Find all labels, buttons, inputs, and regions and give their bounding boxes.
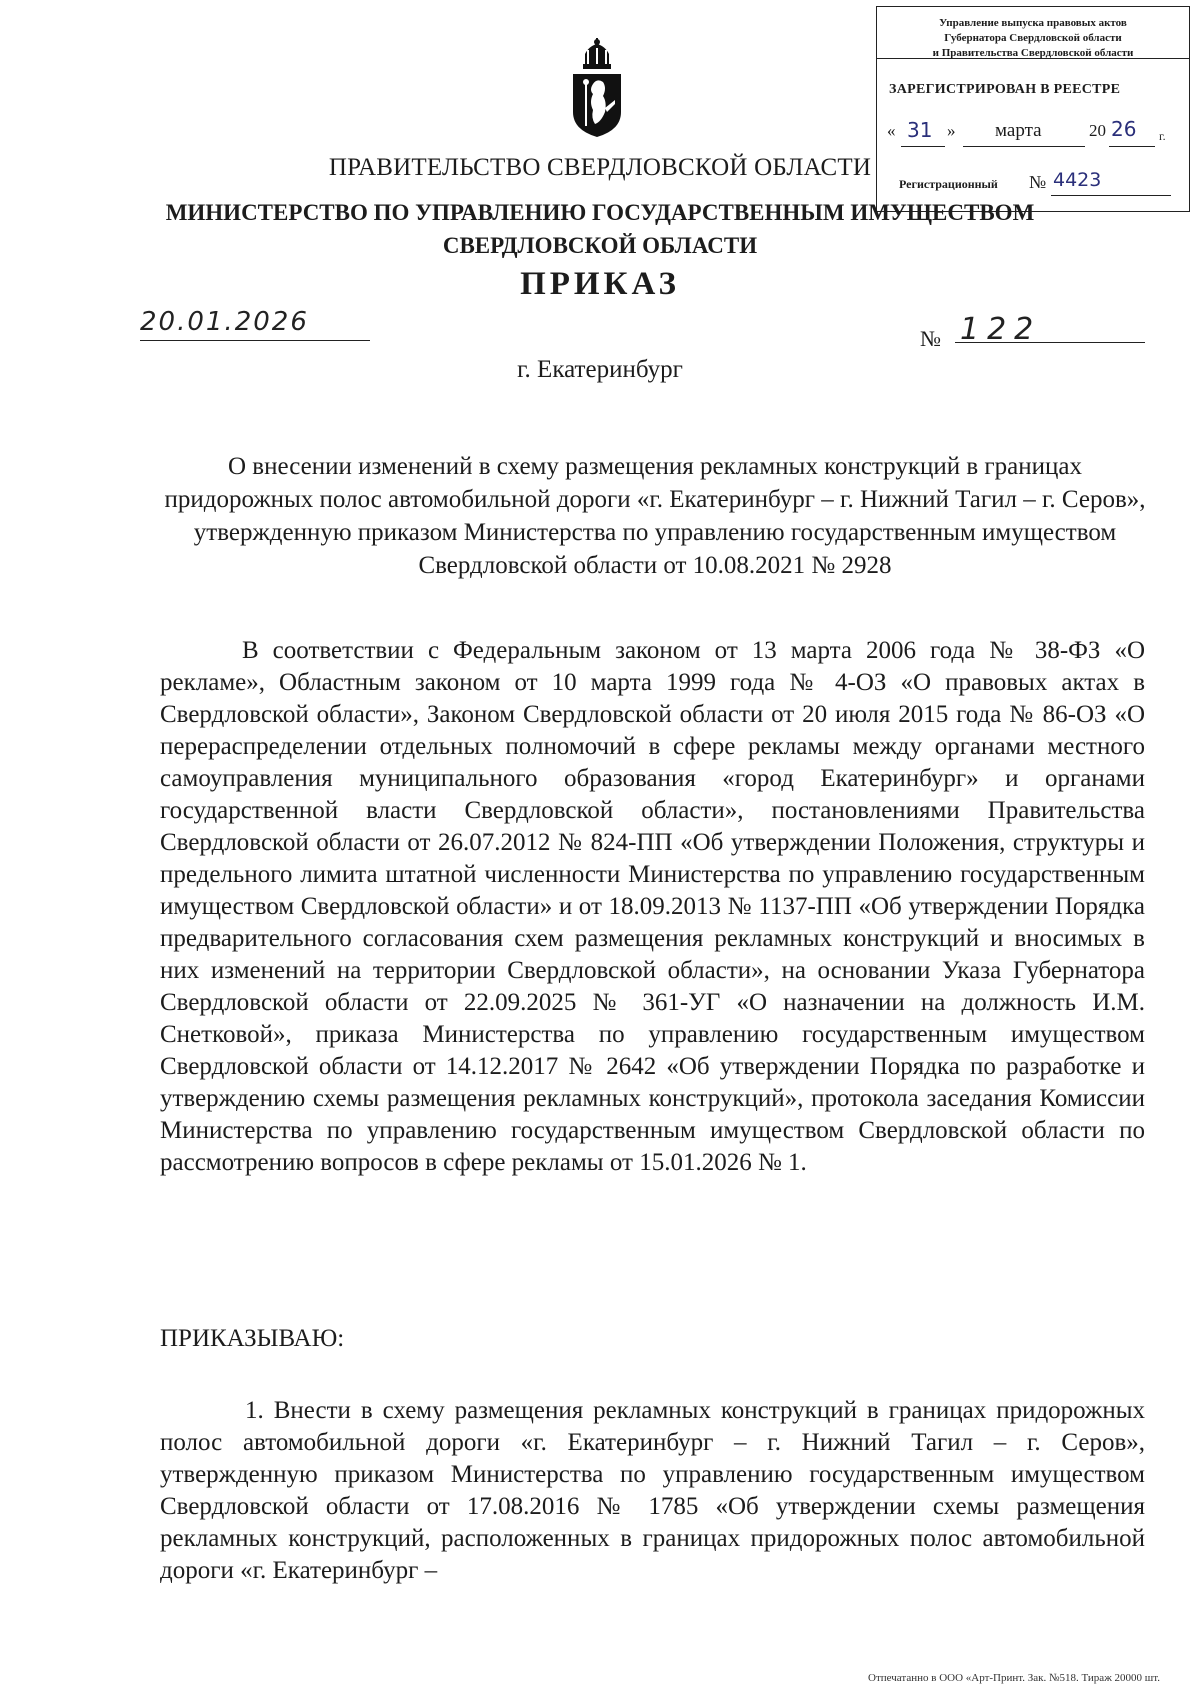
- stamp-title: ЗАРЕГИСТРИРОВАН В РЕЕСТРЕ: [889, 82, 1121, 97]
- date-underline: [140, 340, 370, 341]
- number-underline: [955, 342, 1145, 343]
- stamp-year-prefix: 20: [1089, 121, 1106, 140]
- stamp-reg-number: 4423: [1053, 169, 1102, 191]
- stamp-year: 26: [1111, 117, 1137, 141]
- printer-imprint: Отпечатанно в ООО «Арт-Принт. Зак. №518. Тираж 20000 шт.: [868, 1672, 1160, 1684]
- stamp-number-sign: №: [1029, 172, 1047, 192]
- stamp-day: 31: [907, 118, 933, 142]
- stamp-header-line: и Правительства Свердловской области: [932, 47, 1134, 59]
- stamp-month: марта: [995, 120, 1042, 141]
- coat-of-arms-icon: [567, 38, 627, 138]
- preamble-paragraph: В соответствии с Федеральным законом от 13 марта 2006 года № 38-ФЗ «О рекламе», Областным законом от 10 марта 1999 года № 4-ОЗ «О правовых актах в Свердловской области», Законом Свердловской области от 20 июля 2015 года № 86-ОЗ «О перераспределении отдельных полномочий в сфере рекламы между органами местного самоуправления муниципального образования «город Екатеринбург» и органами государственной власти Свердловской области», постановлениями Правительства Свердловской области от 26.07.2012 № 824-ПП «Об утверждении Положения, структуры и предельного лимита штатной численности Министерства по управлению государственным имуществом Свердловской области» и от 18.09.2013 № 1137-ПП «Об утверждении Порядка предварительного согласования схем размещения рекламных конструкций и вносимых в них изменений на территории Свердловской области», на основании Указа Губернатора Свердловской области от 22.09.2025 № 361-УГ «О назначении на должность И.М. Снетковой», приказа Министерства по управлению государственным имуществом Свердловской области от 14.12.2017 № 2642 «Об утверждении Порядка по разработке и утверждению схемы размещения рекламных конструкций», протокола заседания Комиссии Министерства по управлению государственным имуществом Свердловской области по рассмотрению вопросов в сфере рекламы от 15.01.2026 № 1.: [160, 637, 1145, 1176]
- order-word: ПРИКАЗЫВАЮ:: [160, 1325, 345, 1352]
- order-item-1: 1. Внести в схему размещения рекламных конструкций в границах придорожных полос автомобильной дороги «г. Екатеринбург – г. Нижний Тагил – г. Серов», утвержденную приказом Министерства по управлению государственным имуществом Свердловской области от 17.08.2016 № 1785 «Об утверждении схемы размещения рекламных конструкций, расположенных в границах придорожных полос автомобильной дороги «г. Екатеринбург –: [160, 1397, 1145, 1584]
- ministry-name-line: СВЕРДЛОВСКОЙ ОБЛАСТИ: [442, 233, 758, 258]
- document-type: ПРИКАЗ: [520, 266, 680, 302]
- ministry-name-line: МИНИСТЕРСТВО ПО УПРАВЛЕНИЮ ГОСУДАРСТВЕННЫМ ИМУЩЕСТВОМ: [165, 200, 1035, 225]
- stamp-day-line: [901, 146, 945, 147]
- stamp-month-line: [963, 146, 1085, 147]
- ministry-name: [0, 196, 1200, 262]
- government-name: ПРАВИТЕЛЬСТВО СВЕРДЛОВСКОЙ ОБЛАСТИ: [328, 154, 872, 181]
- order-number-sign: №: [920, 326, 941, 351]
- stamp-open-quote: «: [887, 121, 896, 140]
- stamp-close-quote: »: [947, 121, 956, 140]
- stamp-year-abbr: г.: [1159, 129, 1166, 143]
- stamp-header: [877, 7, 1189, 59]
- order-subject: О внесении изменений в схему размещения рекламных конструкций в границах придорожных полос автомобильной дороги «г. Екатеринбург – г. Нижний Тагил – г. Серов», утвержденную приказом Министерства по управлению государственным имуществом Свердловской области от 10.08.2021 № 2928: [164, 453, 1146, 579]
- stamp-year-line: [1109, 146, 1155, 147]
- city: г. Екатеринбург: [517, 356, 683, 383]
- stamp-reg-label: Регистрационный: [899, 177, 998, 191]
- stamp-header-line: Губернатора Свердловской области: [944, 32, 1122, 44]
- stamp-header-line: Управление выпуска правовых актов: [939, 17, 1127, 29]
- order-number: 122: [960, 312, 1042, 347]
- order-date: 20.01.2026: [140, 307, 309, 337]
